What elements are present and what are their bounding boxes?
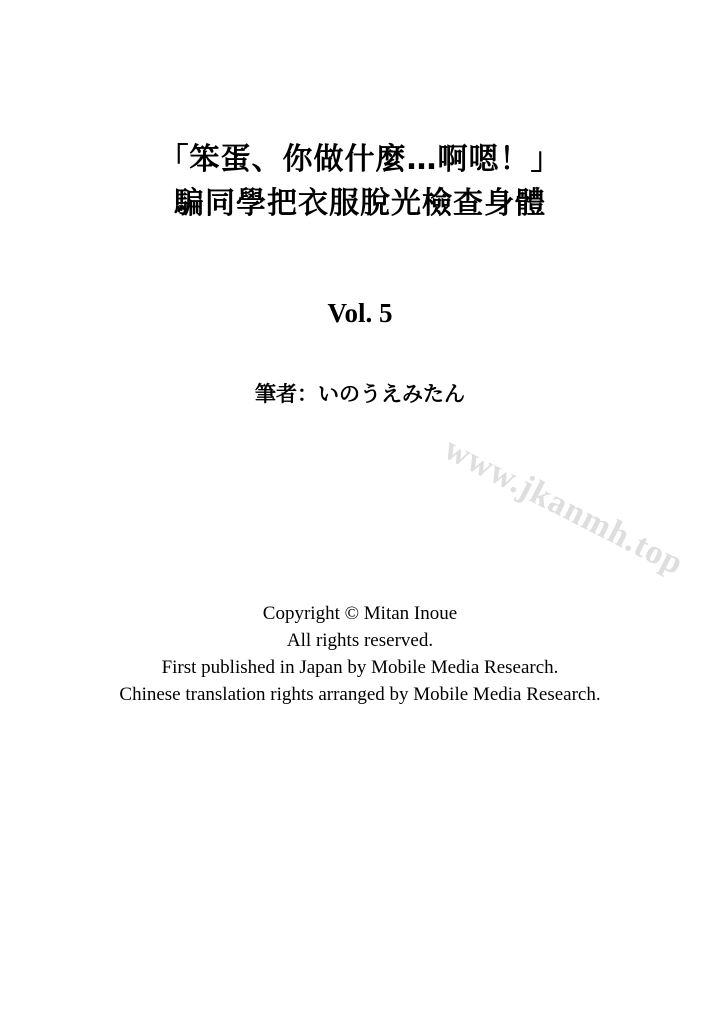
author-label: 筆者：いのうえみたん — [255, 382, 465, 406]
page-title — [0, 138, 720, 226]
copyright-line: All rights reserved. — [286, 630, 434, 651]
site-watermark: www.jkanmh.top — [438, 430, 690, 583]
title-line-2: 騙同學把衣服脫光檢查身體 — [174, 186, 546, 221]
copyright-line: First published in Japan by Mobile Media Research. — [161, 657, 559, 678]
copyright-block — [0, 600, 720, 708]
volume-label: Vol. 5 — [327, 298, 393, 328]
copyright-line: Chinese translation rights arranged by Mobile Media Research. — [119, 684, 601, 705]
copyright-line: Copyright © Mitan Inoue — [262, 603, 458, 624]
title-line-1: 「笨蛋、你做什麼…啊嗯！」 — [158, 142, 562, 177]
